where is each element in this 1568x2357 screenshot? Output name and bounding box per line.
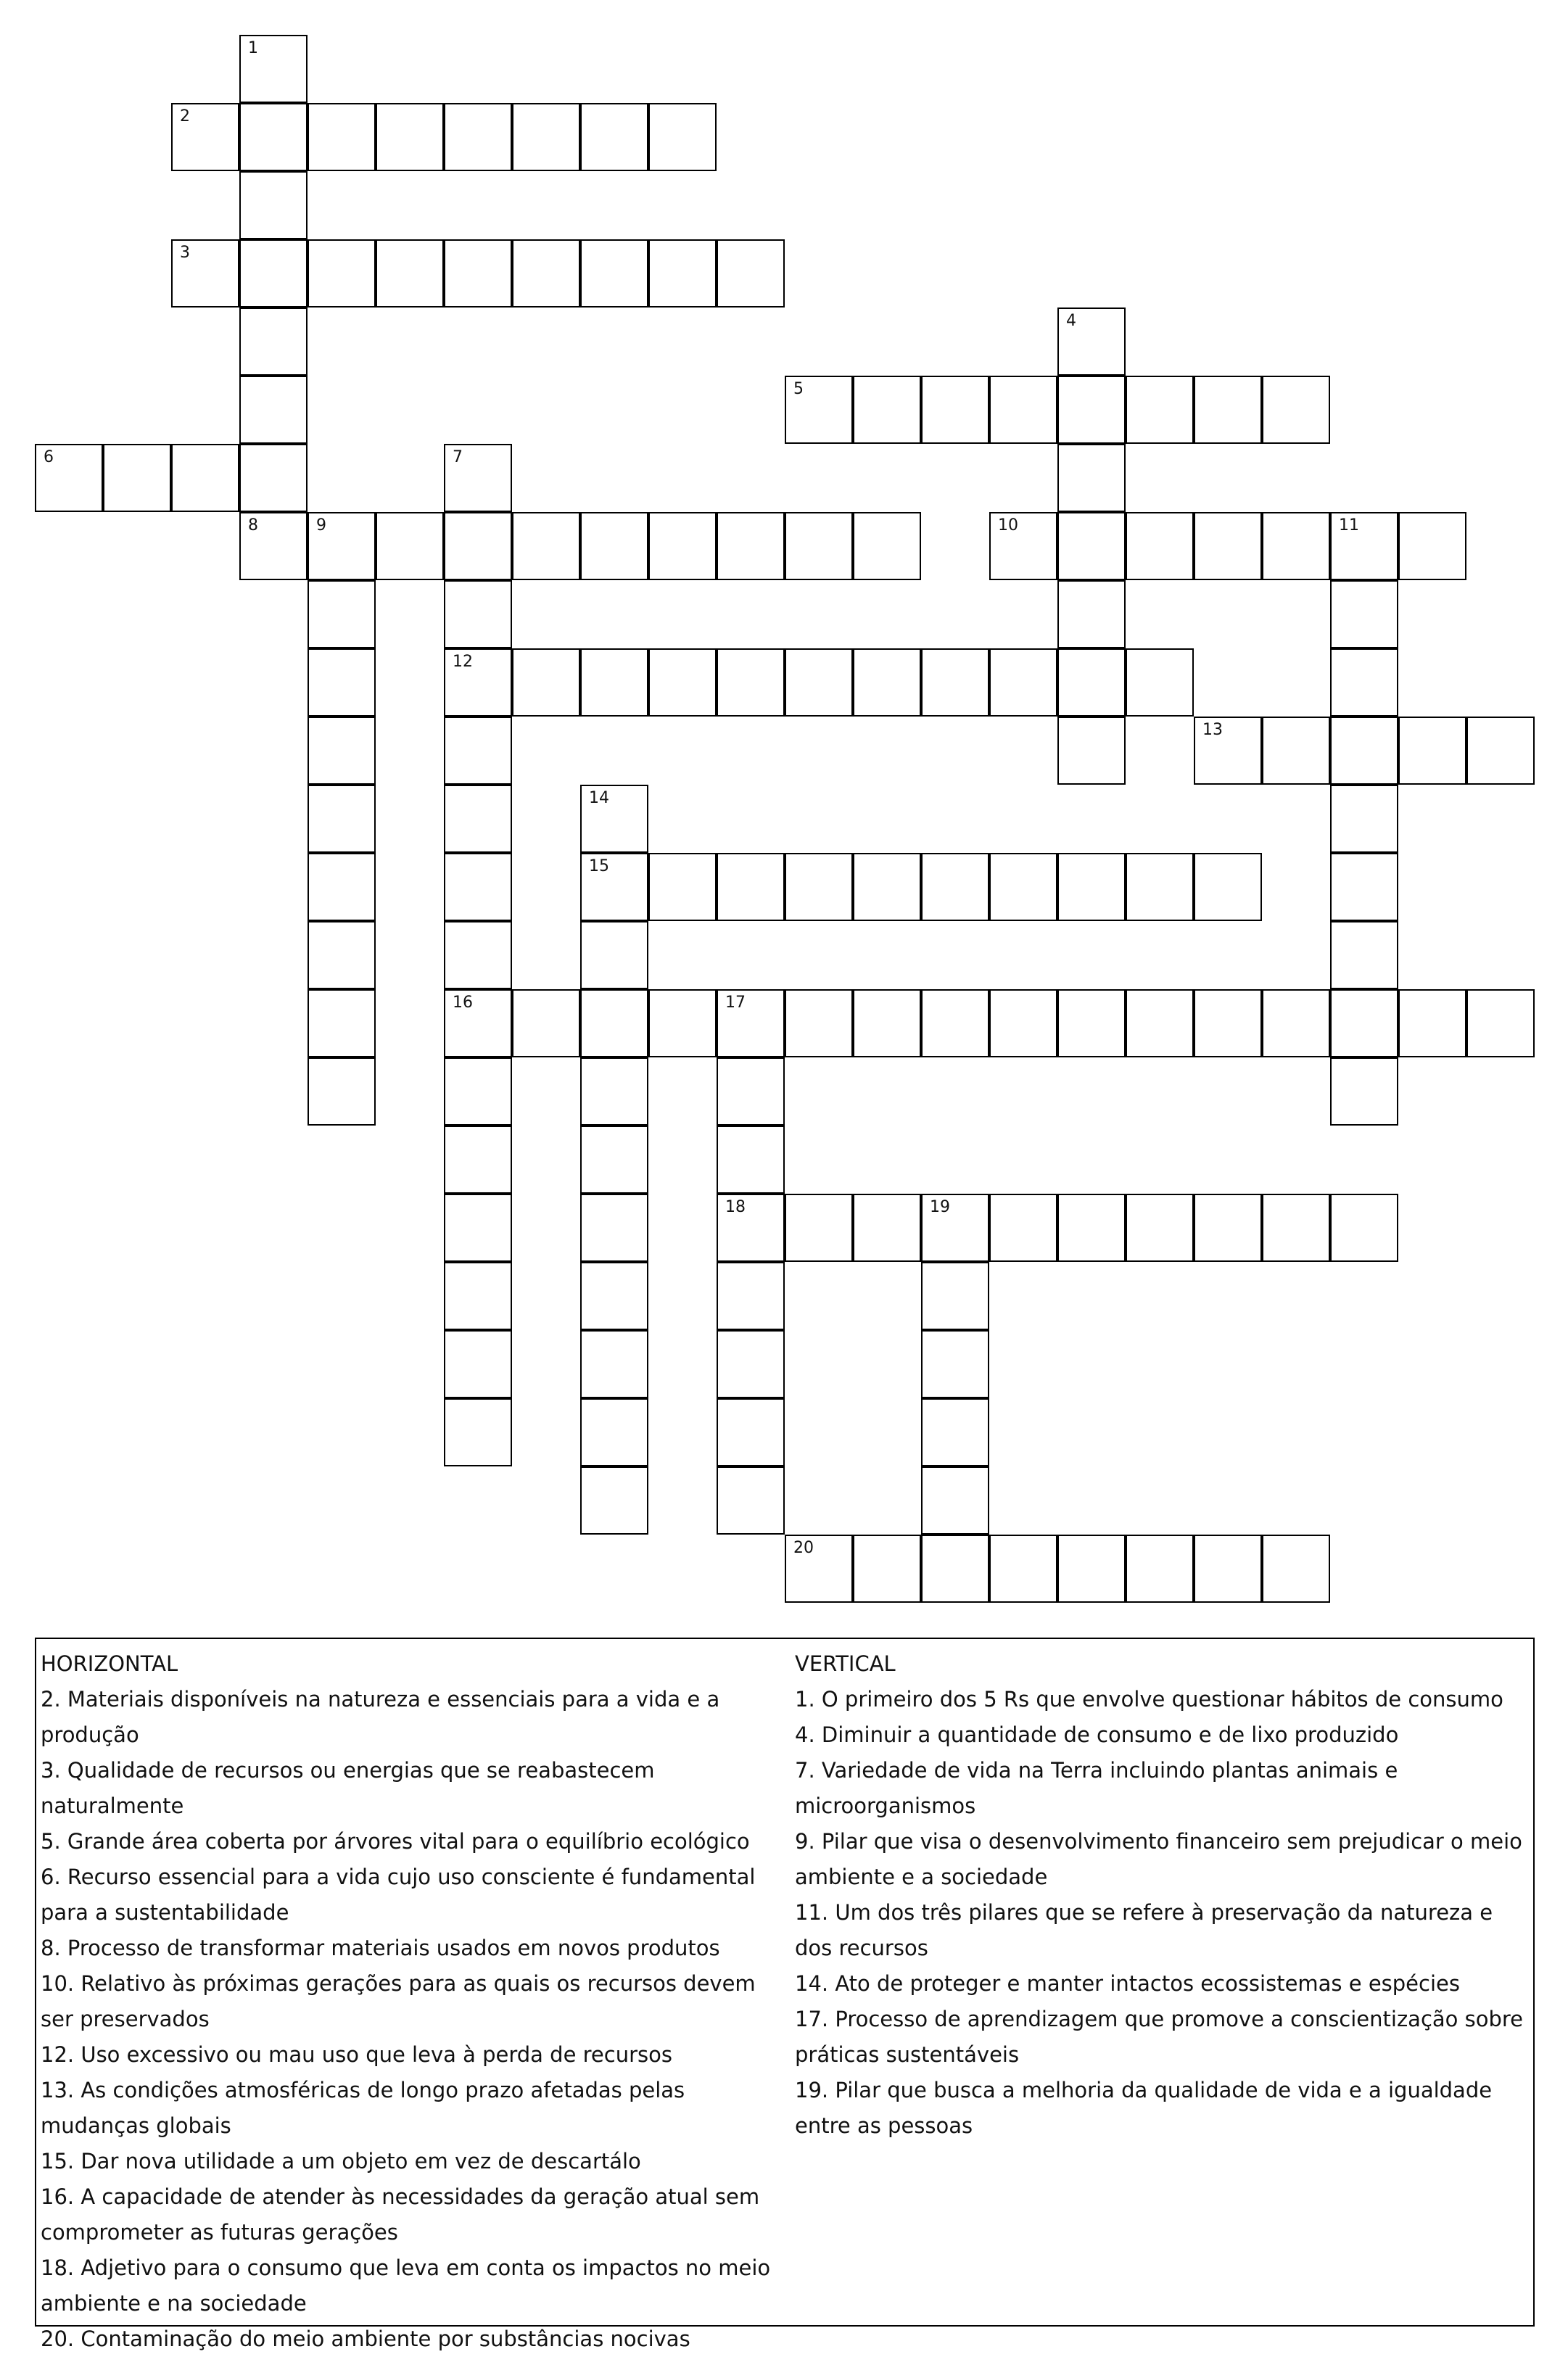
grid-cell[interactable] [785,853,853,921]
grid-cell[interactable] [1057,580,1126,648]
grid-cell[interactable] [1330,1057,1398,1126]
grid-cell[interactable] [1057,376,1126,444]
grid-cell[interactable] [853,1535,921,1603]
grid-cell[interactable] [1057,989,1126,1057]
grid-cell[interactable] [717,1466,785,1535]
grid-cell[interactable] [1194,1535,1262,1603]
grid-cell[interactable] [1330,853,1398,921]
grid-cell[interactable] [717,1057,785,1126]
grid-cell[interactable] [444,444,512,512]
grid-cell[interactable] [444,1126,512,1194]
horizontal-clue-2: 2. Materiais disponíveis na natureza e essenciais para a vida e a produção [41,1687,720,1747]
clue-box [35,1638,1535,2351]
grid-cell[interactable] [376,103,444,171]
grid-cell[interactable] [1330,989,1398,1057]
grid-cell[interactable] [239,512,308,580]
grid-cell[interactable] [648,853,717,921]
grid-cell[interactable] [989,376,1057,444]
grid-cell[interactable] [989,1194,1057,1262]
grid-cell[interactable] [717,1398,785,1466]
grid-cell[interactable] [989,648,1057,717]
horizontal-clue-18: 18. Adjetivo para o consumo que leva em conta os impactos no meio ambiente e na sociedade [41,2255,771,2316]
grid-cell[interactable] [512,648,580,717]
grid-cell[interactable] [648,648,717,717]
grid-cell[interactable] [1194,989,1262,1057]
grid-cell[interactable] [648,239,717,307]
grid-cell[interactable] [239,444,308,512]
clue-number: 6 [44,448,54,466]
grid-cell[interactable] [921,1330,989,1398]
grid-cell[interactable] [512,512,580,580]
horizontal-clue-6: 6. Recurso essencial para a vida cujo uso consciente é fundamental para a sustentabilidade [41,1865,756,1925]
grid-cell[interactable] [580,1466,648,1535]
horizontal-clue-list [41,1682,788,2357]
grid-cell[interactable] [308,648,376,717]
grid-cell[interactable] [1194,376,1262,444]
grid-cell[interactable] [308,785,376,853]
grid-cell[interactable] [1466,717,1535,785]
grid-cell[interactable] [1330,512,1398,580]
grid-cell[interactable] [1398,989,1466,1057]
grid-cell[interactable] [444,103,512,171]
grid-cell[interactable] [1330,717,1398,785]
vertical-clue-9: 9. Pilar que visa o desenvolvimento financeiro sem prejudicar o meio ambiente e a sociedade [795,1829,1522,1889]
grid-cell[interactable] [717,1126,785,1194]
grid-cell[interactable] [1194,717,1262,785]
grid-cell[interactable] [1057,444,1126,512]
grid-cell[interactable] [785,989,853,1057]
grid-cell[interactable] [853,1194,921,1262]
grid-cell[interactable] [921,1262,989,1330]
grid-cell[interactable] [512,103,580,171]
grid-cell[interactable] [1194,853,1262,921]
horizontal-heading: HORIZONTAL [41,1651,178,1676]
grid-cell[interactable] [444,853,512,921]
grid-cell[interactable] [921,648,989,717]
grid-cell[interactable] [1330,648,1398,717]
grid-cell[interactable] [785,512,853,580]
grid-cell[interactable] [1057,307,1126,376]
grid-cell[interactable] [239,239,308,307]
horizontal-clue-13: 13. As condições atmosféricas de longo prazo afetadas pelas mudanças globais [41,2078,685,2138]
horizontal-clue-8: 8. Processo de transformar materiais usados em novos produtos [41,1936,720,1960]
grid-cell[interactable] [1057,648,1126,717]
grid-cell[interactable] [1126,1535,1194,1603]
grid-cell[interactable] [1262,376,1330,444]
grid-cell[interactable] [308,580,376,648]
horizontal-clue-16: 16. A capacidade de atender às necessidades da geração atual sem comprometer as futuras gerações [41,2184,760,2245]
grid-cell[interactable] [239,35,308,103]
grid-cell[interactable] [853,376,921,444]
grid-cell[interactable] [308,239,376,307]
grid-cell[interactable] [1057,853,1126,921]
grid-cell[interactable] [785,1194,853,1262]
clue-number: 4 [1066,312,1076,330]
grid-cell[interactable] [1126,853,1194,921]
grid-cell[interactable] [580,853,648,921]
grid-cell[interactable] [580,1398,648,1466]
vertical-clue-17: 17. Processo de aprendizagem que promove a conscientização sobre práticas sustentáveis [795,2007,1524,2067]
grid-cell[interactable] [1126,989,1194,1057]
clue-number: 14 [589,789,609,807]
grid-cell[interactable] [989,1535,1057,1603]
grid-cell[interactable] [989,853,1057,921]
grid-cell[interactable] [103,444,171,512]
clue-number: 10 [998,516,1018,534]
vertical-clues-column [795,1646,1535,2144]
grid-cell[interactable] [239,171,308,239]
grid-cell[interactable] [444,1194,512,1262]
grid-cell[interactable] [580,921,648,989]
grid-cell[interactable] [921,1535,989,1603]
grid-cell[interactable] [1194,1194,1262,1262]
grid-cell[interactable] [444,239,512,307]
grid-cell[interactable] [580,1194,648,1262]
clue-number: 7 [453,448,463,466]
grid-cell[interactable] [444,1057,512,1126]
grid-cell[interactable] [171,239,239,307]
grid-cell[interactable] [785,1535,853,1603]
grid-cell[interactable] [444,512,512,580]
grid-cell[interactable] [1126,376,1194,444]
clue-number: 12 [453,653,473,671]
grid-cell[interactable] [308,103,376,171]
vertical-clue-4: 4. Diminuir a quantidade de consumo e de lixo produzido [795,1722,1399,1747]
grid-cell[interactable] [853,989,921,1057]
grid-cell[interactable] [444,1262,512,1330]
grid-cell[interactable] [308,717,376,785]
grid-cell[interactable] [717,1330,785,1398]
grid-cell[interactable] [308,853,376,921]
grid-cell[interactable] [1126,648,1194,717]
grid-cell[interactable] [648,103,717,171]
clue-number: 18 [725,1198,746,1216]
grid-cell[interactable] [1057,512,1126,580]
grid-cell[interactable] [989,989,1057,1057]
grid-cell[interactable] [580,1262,648,1330]
grid-cell[interactable] [512,989,580,1057]
horizontal-clue-15: 15. Dar nova utilidade a um objeto em vez de descartálo [41,2149,641,2174]
grid-cell[interactable] [1330,921,1398,989]
grid-cell[interactable] [1262,512,1330,580]
grid-cell[interactable] [1057,1194,1126,1262]
clue-number: 3 [180,244,190,262]
grid-cell[interactable] [580,1126,648,1194]
grid-cell[interactable] [785,376,853,444]
grid-cell[interactable] [444,1330,512,1398]
grid-cell[interactable] [308,989,376,1057]
grid-cell[interactable] [308,512,376,580]
clue-number: 2 [180,107,190,125]
grid-cell[interactable] [853,512,921,580]
grid-cell[interactable] [580,785,648,853]
grid-cell[interactable] [717,853,785,921]
grid-cell[interactable] [1330,1194,1398,1262]
clue-number: 19 [930,1198,950,1216]
grid-cell[interactable] [239,376,308,444]
clue-number: 13 [1202,721,1223,739]
grid-cell[interactable] [989,512,1057,580]
grid-cell[interactable] [1194,512,1262,580]
grid-cell[interactable] [171,444,239,512]
grid-cell[interactable] [921,1398,989,1466]
grid-cell[interactable] [512,239,580,307]
vertical-heading: VERTICAL [795,1651,896,1676]
grid-cell[interactable] [1398,512,1466,580]
grid-cell[interactable] [580,989,648,1057]
vertical-clue-7: 7. Variedade de vida na Terra incluindo plantas animais e microorganismos [795,1758,1398,1818]
grid-cell[interactable] [580,648,648,717]
horizontal-clue-10: 10. Relativo às próximas gerações para as quais os recursos devem ser preservados [41,1971,756,2031]
grid-cell[interactable] [648,989,717,1057]
grid-cell[interactable] [239,307,308,376]
clue-number: 15 [589,857,609,875]
grid-cell[interactable] [444,580,512,648]
grid-cell[interactable] [717,648,785,717]
grid-cell[interactable] [444,989,512,1057]
clue-number: 11 [1339,516,1359,534]
clue-number: 9 [316,516,326,534]
vertical-clue-19: 19. Pilar que busca a melhoria da qualidade de vida e a igualdade entre as pessoas [795,2078,1493,2138]
grid-cell[interactable] [580,1330,648,1398]
grid-cell[interactable] [1057,717,1126,785]
vertical-clue-1: 1. O primeiro dos 5 Rs que envolve questionar hábitos de consumo [795,1687,1503,1712]
grid-cell[interactable] [580,1057,648,1126]
grid-cell[interactable] [921,1194,989,1262]
grid-cell[interactable] [1398,717,1466,785]
grid-cell[interactable] [1262,989,1330,1057]
grid-cell[interactable] [1126,512,1194,580]
grid-cell[interactable] [35,444,103,512]
vertical-clue-11: 11. Um dos três pilares que se refere à preservação da natureza e dos recursos [795,1900,1493,1960]
grid-cell[interactable] [580,103,648,171]
grid-cell[interactable] [1262,717,1330,785]
grid-cell[interactable] [1262,1535,1330,1603]
grid-cell[interactable] [1126,1194,1194,1262]
grid-cell[interactable] [853,648,921,717]
grid-cell[interactable] [717,512,785,580]
grid-cell[interactable] [444,785,512,853]
grid-cell[interactable] [1057,1535,1126,1603]
grid-cell[interactable] [308,1057,376,1126]
grid-cell[interactable] [1330,785,1398,853]
clue-number: 20 [793,1539,814,1557]
grid-cell[interactable] [1262,1194,1330,1262]
clue-number: 16 [453,994,473,1012]
grid-cell[interactable] [239,103,308,171]
clue-number: 1 [248,39,258,57]
horizontal-clue-12: 12. Uso excessivo ou mau uso que leva à perda de recursos [41,2042,672,2067]
grid-cell[interactable] [921,989,989,1057]
grid-cell[interactable] [444,1398,512,1466]
grid-cell[interactable] [921,376,989,444]
grid-cell[interactable] [580,512,648,580]
grid-cell[interactable] [1330,580,1398,648]
vertical-clue-list [795,1682,1535,2144]
horizontal-clue-3: 3. Qualidade de recursos ou energias que se reabastecem naturalmente [41,1758,655,1818]
grid-cell[interactable] [444,717,512,785]
grid-cell[interactable] [308,921,376,989]
vertical-clue-14: 14. Ato de proteger e manter intactos ecossistemas e espécies [795,1971,1460,1996]
grid-cell[interactable] [444,921,512,989]
grid-cell[interactable] [717,1262,785,1330]
grid-cell[interactable] [785,648,853,717]
grid-cell[interactable] [717,239,785,307]
grid-cell[interactable] [921,853,989,921]
grid-cell[interactable] [648,512,717,580]
grid-cell[interactable] [717,989,785,1057]
grid-cell[interactable] [1466,989,1535,1057]
grid-cell[interactable] [171,103,239,171]
grid-cell[interactable] [580,239,648,307]
clue-number: 17 [725,994,746,1012]
horizontal-clue-20: 20. Contaminação do meio ambiente por substâncias nocivas [41,2327,690,2351]
grid-cell[interactable] [444,648,512,717]
grid-cell[interactable] [921,1466,989,1535]
horizontal-clues-column [41,1646,788,2357]
clue-number: 8 [248,516,258,534]
grid-cell[interactable] [376,239,444,307]
grid-cell[interactable] [853,853,921,921]
grid-cell[interactable] [376,512,444,580]
horizontal-clue-5: 5. Grande área coberta por árvores vital para o equilíbrio ecológico [41,1829,750,1854]
clue-number: 5 [793,380,804,398]
grid-cell[interactable] [717,1194,785,1262]
